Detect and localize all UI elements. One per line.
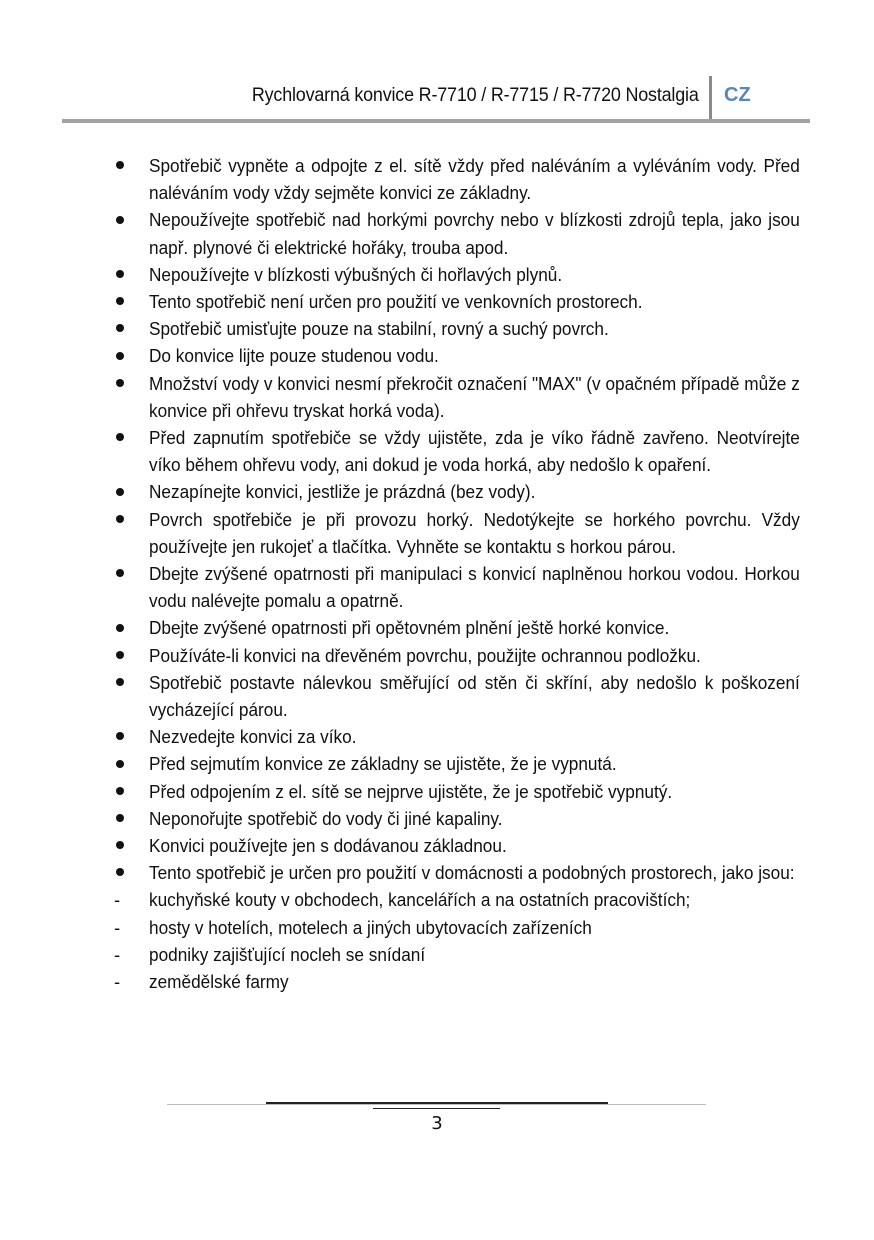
bullet-icon <box>110 832 130 859</box>
bullet-dot-icon <box>116 868 124 876</box>
bullet-item <box>110 832 800 859</box>
bullet-item <box>110 342 800 369</box>
item-text: Před odpojením z el. sítě se nejprve ujistěte, že je spotřebič vypnutý. <box>149 780 673 802</box>
item-text: Dbejte zvýšené opatrnosti při opětovném plnění ještě horké konvice. <box>149 617 670 639</box>
bullet-dot-icon <box>116 379 124 387</box>
bullet-dot-icon <box>116 651 124 659</box>
bullet-item <box>110 424 800 478</box>
language-code: CZ <box>724 84 751 106</box>
dash-marker: - <box>114 889 121 911</box>
item-text: Nepoužívejte v blízkosti výbušných či hořlavých plynů. <box>149 263 563 285</box>
bullet-icon <box>110 478 130 505</box>
item-text: Nezapínejte konvici, jestliže je prázdná (bez vody). <box>149 481 536 503</box>
bullet-item <box>110 478 800 505</box>
bullet-dot-icon <box>116 841 124 849</box>
bullet-icon <box>110 342 130 369</box>
item-text: Spotřebič umisťujte pouze na stabilní, rovný a suchý povrch. <box>149 318 609 340</box>
item-text: Povrch spotřebiče je při provozu horký. Nedotýkejte se horkého povrchu. Vždy používejte jen rukojeť a tlačítka. Vyhněte se kontaktu s horkou párou. <box>149 508 800 557</box>
dash-item <box>110 886 800 913</box>
safety-instructions-list <box>110 152 800 995</box>
bullet-dot-icon <box>116 297 124 305</box>
bullet-dot-icon <box>116 678 124 686</box>
bullet-dot-icon <box>116 515 124 523</box>
bullet-item <box>110 152 800 206</box>
bullet-item <box>110 288 800 315</box>
item-text: Nepoužívejte spotřebič nad horkými povrchy nebo v blízkosti zdrojů tepla, jako jsou např. plynové či elektrické hořáky, trouba apod. <box>149 209 800 258</box>
bullet-icon <box>110 206 130 233</box>
bullet-dot-icon <box>116 787 124 795</box>
dash-item <box>110 941 800 968</box>
bullet-item <box>110 370 800 424</box>
item-text: Před zapnutím spotřebiče se vždy ujistěte, zda je víko řádně zavřeno. Neotvírejte víko během ohřevu vody, ani dokud je voda horká, aby nedošlo k opaření. <box>149 427 800 476</box>
item-text: Nezvedejte konvici za víko. <box>149 726 357 748</box>
bullet-dot-icon <box>116 732 124 740</box>
bullet-dot-icon <box>116 352 124 360</box>
bullet-item <box>110 315 800 342</box>
bullet-dot-icon <box>116 270 124 278</box>
bullet-item <box>110 778 800 805</box>
item-text: Spotřebič postavte nálevkou směřující od stěn či skříní, aby nedošlo k poškození vycházející párou. <box>149 671 800 721</box>
bullet-item <box>110 859 800 886</box>
bullet-dot-icon <box>116 488 124 496</box>
item-text: Tento spotřebič je určen pro použití v domácnosti a podobných prostorech, jako jsou: <box>149 862 795 884</box>
dash-item <box>110 914 800 941</box>
bullet-item <box>110 669 800 723</box>
item-text: Spotřebič vypněte a odpojte z el. sítě vždy před naléváním a vyléváním vody. Před naléváním vody vždy sejměte konvici ze základny. <box>149 155 800 204</box>
bullet-dot-icon <box>116 569 124 577</box>
footer-rule-short <box>373 1108 500 1109</box>
item-text: Před sejmutím konvice ze základny se ujistěte, že je vypnutá. <box>149 753 617 775</box>
bullet-item <box>110 206 800 260</box>
bullet-icon <box>110 315 130 342</box>
footer-rule <box>167 1104 706 1105</box>
bullet-item <box>110 560 800 614</box>
item-text: Do konvice lijte pouze studenou vodu. <box>149 345 439 367</box>
bullet-icon <box>110 614 130 641</box>
item-text: Konvici používejte jen s dodávanou základnou. <box>149 835 507 857</box>
bullet-icon <box>110 370 130 397</box>
bullet-icon <box>110 424 130 451</box>
bullet-icon <box>110 805 130 832</box>
bullet-dot-icon <box>116 433 124 441</box>
page-header <box>0 76 874 120</box>
bullet-icon <box>110 560 130 587</box>
item-text: Dbejte zvýšené opatrnosti při manipulaci s konvicí naplněnou horkou vodou. Horkou vodu nalévejte pomalu a opatrně. <box>149 563 800 612</box>
item-text: Množství vody v konvici nesmí překročit označení "MAX" (v opačném případě může z konvice při ohřevu tryskat horká voda). <box>149 372 800 421</box>
bullet-dot-icon <box>116 814 124 822</box>
dash-marker: - <box>114 943 121 965</box>
bullet-icon <box>110 859 130 886</box>
dash-item <box>110 968 800 995</box>
dash-marker: - <box>114 971 121 993</box>
bullet-item <box>110 614 800 641</box>
bullet-icon <box>110 288 130 315</box>
bullet-icon <box>110 669 130 696</box>
bullet-item <box>110 506 800 560</box>
dash-marker: - <box>114 916 121 938</box>
header-rule <box>62 119 810 123</box>
page-number: 3 <box>431 1113 443 1134</box>
item-text: Neponořujte spotřebič do vody či jiné kapaliny. <box>149 807 503 829</box>
footer-rule-dark <box>266 1102 608 1104</box>
bullet-icon <box>110 152 130 179</box>
bullet-icon <box>110 261 130 288</box>
bullet-item <box>110 723 800 750</box>
bullet-icon <box>110 750 130 777</box>
bullet-dot-icon <box>116 624 124 632</box>
item-text: hosty v hotelích, motelech a jiných ubytovacích zařízeních <box>149 916 592 938</box>
bullet-icon <box>110 723 130 750</box>
item-text: podniky zajišťující nocleh se snídaní <box>149 943 426 965</box>
bullet-icon <box>110 506 130 533</box>
bullet-item <box>110 805 800 832</box>
header-title: Rychlovarná konvice R-7710 / R-7715 / R-7720 Nostalgia <box>252 84 699 106</box>
item-text: kuchyňské kouty v obchodech, kancelářích a na ostatních pracovištích; <box>149 889 691 911</box>
item-text: Používáte-li konvici na dřevěném povrchu, použijte ochrannou podložku. <box>149 644 701 666</box>
bullet-dot-icon <box>116 161 124 169</box>
bullet-icon <box>110 642 130 669</box>
bullet-icon <box>110 778 130 805</box>
item-text: Tento spotřebič není určen pro použití ve venkovních prostorech. <box>149 291 643 313</box>
bullet-dot-icon <box>116 760 124 768</box>
bullet-dot-icon <box>116 216 124 224</box>
bullet-item <box>110 642 800 669</box>
bullet-item <box>110 750 800 777</box>
bullet-item <box>110 261 800 288</box>
bullet-dot-icon <box>116 324 124 332</box>
header-separator <box>709 76 712 120</box>
item-text: zemědělské farmy <box>149 971 289 993</box>
